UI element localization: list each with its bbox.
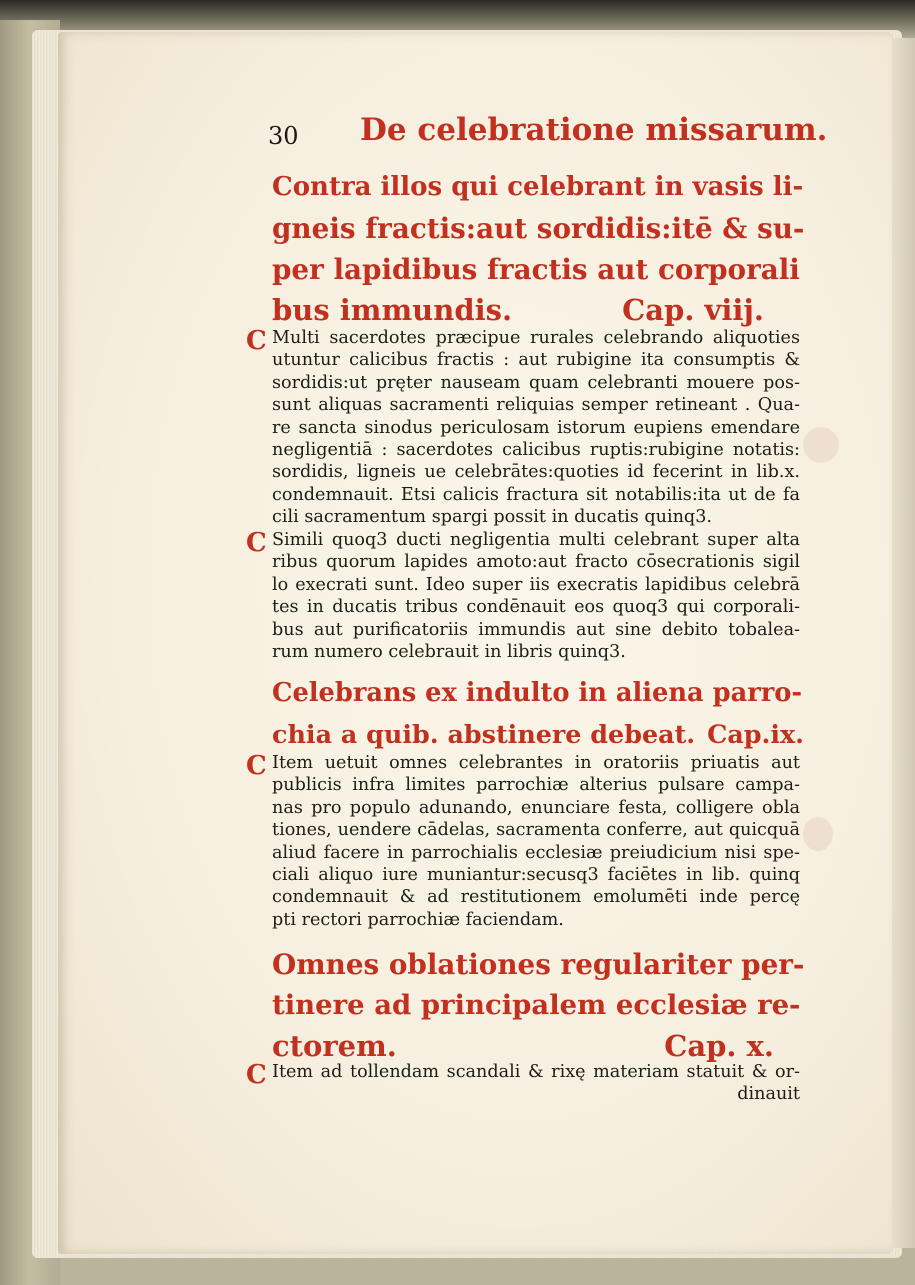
heading-line: Omnes oblationes regulariter per- [272, 948, 805, 981]
text-line: condemnauit. Etsi calicis fractura sit notabilis:ita ut de fa [272, 484, 800, 505]
text-line: ciali aliquo iure muniantur:secusq3 faciētes in lib. quinq [272, 865, 800, 886]
pilcrow-initial: C [246, 326, 267, 356]
heading-line: tinere ad principalem ecclesiæ re- [272, 989, 801, 1021]
text-line: aliud facere in parrochialis ecclesiæ preiudicium nisi spe- [272, 842, 800, 863]
paragraph [246, 326, 800, 529]
heading-final-line [272, 290, 804, 331]
chapter-number: Cap. viij. [622, 293, 764, 327]
heading-final-text: ctorem. [272, 1029, 397, 1063]
pilcrow-initial: C [246, 1060, 267, 1090]
bleed-through-mark [803, 427, 839, 463]
text-line: Multi sacerdotes præcipue rurales celebrando aliquoties [272, 328, 800, 348]
text-line: Item uetuit omnes celebrantes in oratoriis priuatis aut [272, 753, 800, 773]
heading-final-line [272, 714, 804, 755]
text-line: dinauit [737, 1084, 800, 1105]
paragraph [246, 751, 800, 931]
text-line: rum numero celebrauit in libris quinq3. [272, 642, 626, 663]
text-line: bus aut purificatoriis immundis aut sine debito tobalea- [272, 619, 800, 640]
heading-final-text: chia a quib. abstinere debeat. [272, 719, 696, 749]
running-header [268, 112, 828, 156]
pilcrow-initial: C [246, 751, 267, 781]
text-line: ribus quorum lapides amoto:aut fracto cōsecrationis sigil [272, 552, 800, 573]
paragraph [246, 1060, 800, 1106]
text-line: pti rectori parrochiæ faciendam. [272, 909, 564, 930]
text-line: cili sacramentum spargi possit in ducatis quinq3. [272, 507, 712, 528]
text-line: condemnauit & ad restitutionem emolumēti inde percę [272, 887, 800, 908]
text-line: re sancta sinodus periculosam istorum eupiens emendare [272, 417, 800, 438]
facing-leaf-edge [888, 38, 915, 1248]
text-line: Simili quoq3 ducti negligentia multi celebrant super alta [272, 530, 800, 550]
text-line: lo execrati sunt. Ideo super iis execratis lapidibus celebrā [272, 574, 800, 595]
text-line: Item ad tollendam scandali & rixę materiam statuit & or- [272, 1062, 800, 1082]
chapter-heading-8 [272, 167, 804, 331]
running-head-title: De celebratione missarum. [360, 112, 828, 148]
heading-line: Contra illos qui celebrant in vasis li- [272, 172, 804, 202]
text-line: sordidis, ligneis ue celebrātes:quoties id fecerint in lib.x. [272, 462, 800, 483]
heading-line: per lapidibus fractis aut corporali [272, 253, 800, 286]
chapter-heading-9 [272, 673, 804, 755]
paragraph [246, 528, 800, 663]
text-line: tiones, uendere cādelas, sacramenta conferre, aut quicquā [272, 820, 800, 841]
heading-final-text: bus immundis. [272, 293, 513, 327]
text-line: negligentiā : sacerdotes calicibus ruptis:rubigine notatis: [272, 440, 800, 461]
bleed-through-mark [803, 817, 833, 851]
chapter-heading-10 [272, 944, 804, 1067]
heading-line: gneis fractis:aut sordidis:itē & su- [272, 212, 805, 245]
pilcrow-initial: C [246, 528, 267, 558]
text-line: tes in ducatis tribus condēnauit eos quoq3 qui corporali- [272, 597, 800, 618]
chapter-number: Cap. x. [664, 1029, 774, 1063]
heading-line: Celebrans ex indulto in aliena parro- [272, 678, 803, 708]
text-line: sunt aliquas sacramenti reliquias semper retineant . Qua- [272, 395, 800, 416]
chapter-number: Cap.ix. [707, 719, 804, 749]
text-line: sordidis:ut pręter nauseam quam celebranti mouere pos- [272, 372, 800, 393]
text-line: publicis infra limites parrochiæ alterius pulsare campa- [272, 775, 800, 796]
text-line: utuntur calicibus fractis : aut rubigine ita consumptis & [272, 350, 800, 371]
folio-number: 30 [268, 122, 299, 150]
text-line: nas pro populo adunando, enunciare festa, colligere obla [272, 797, 800, 818]
